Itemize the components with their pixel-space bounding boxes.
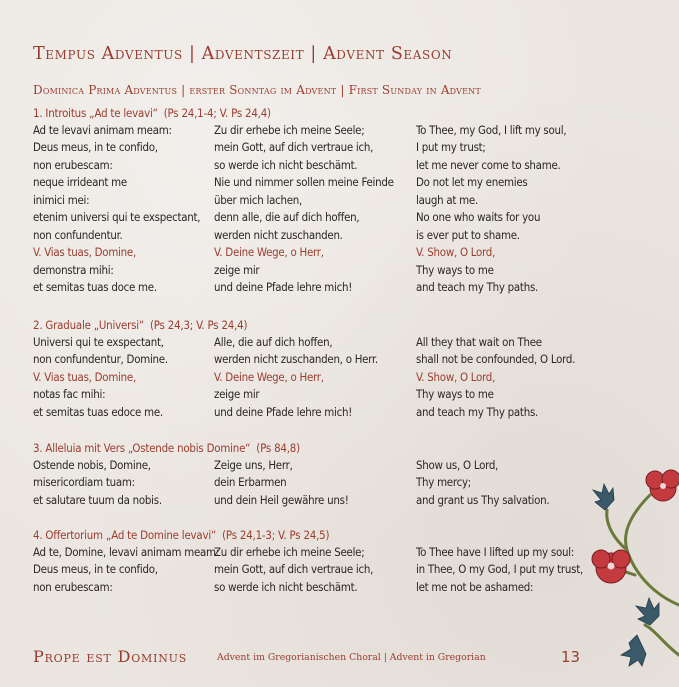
- latin-line: [33, 370, 214, 384]
- german-line: werden nicht zuschanden.: [214, 227, 343, 242]
- text-row: [33, 351, 633, 369]
- english-line: is ever put to shame.: [416, 227, 520, 242]
- text-row: [33, 121, 633, 139]
- english-line: Thy mercy;: [416, 475, 471, 490]
- english-line: I put my trust;: [416, 140, 486, 155]
- german-line: mein Gott, auf dich vertraue ich,: [214, 562, 374, 577]
- latin-line: non erubescam:: [33, 157, 113, 172]
- german-line: werden nicht zuschanden, o Herr.: [214, 352, 378, 367]
- section-alleluia: [33, 441, 633, 509]
- text-row: [33, 174, 633, 192]
- latin-line: et salutare tuum da nobis.: [33, 492, 162, 507]
- text-row: [33, 474, 633, 492]
- versicle-row: [33, 368, 633, 386]
- section-heading: [33, 528, 633, 542]
- versicle-marker: V. Vias tuas, Domine,: [33, 245, 136, 260]
- german-line: Zu dir erhebe ich meine Seele;: [214, 544, 365, 559]
- versicle-marker: V. Show, O Lord,: [416, 369, 496, 384]
- english-line: in Thee, O my God, I put my trust,: [416, 562, 583, 577]
- german-line: und deine Pfade lehre mich!: [214, 280, 353, 295]
- english-line: laugh at me.: [416, 192, 478, 207]
- text-row: [33, 333, 633, 351]
- german-line: und deine Pfade lehre mich!: [214, 404, 353, 419]
- english-line: To Thee have I lifted up my soul:: [416, 544, 575, 559]
- footer-subtitle: Advent im Gregorianischen Choral | Advent in Gregorian: [217, 652, 486, 663]
- text-row: [33, 491, 633, 509]
- latin-line: Deus meus, in te confido,: [33, 562, 158, 577]
- latin-line: misericordiam tuam:: [33, 475, 135, 490]
- english-line: let me never come to shame.: [416, 157, 561, 172]
- english-line: All they that wait on Thee: [416, 334, 542, 349]
- latin-line: etenim universi qui te exspectant,: [33, 210, 201, 225]
- latin-line: neque irrideant me: [33, 175, 127, 190]
- latin-line: [33, 245, 214, 259]
- section-heading-ref: (Ps 84,8): [256, 441, 300, 455]
- text-row: [33, 226, 633, 244]
- latin-line: inimici mei:: [33, 192, 90, 207]
- english-line: shall not be confounded, O Lord.: [416, 352, 576, 367]
- section-heading-ref: (Ps 24,1-4; V. Ps 24,4): [163, 106, 271, 120]
- text-row: [33, 543, 633, 561]
- text-row: [33, 191, 633, 209]
- text-row: [33, 561, 633, 579]
- german-line: dein Erbarmen: [214, 475, 287, 490]
- section-heading: [33, 106, 633, 120]
- text-row: [33, 578, 633, 596]
- text-row: [33, 209, 633, 227]
- section-introitus: [33, 106, 633, 296]
- english-line: and grant us Thy salvation.: [416, 492, 550, 507]
- english-line: Show us, O Lord,: [416, 457, 499, 472]
- german-line: zeige mir: [214, 387, 260, 402]
- flower-illustration: [575, 455, 679, 687]
- text-row: [33, 279, 633, 297]
- section-heading-title: 4. Offertorium „Ad te Domine levavi“: [33, 528, 217, 542]
- versicle-row: [33, 244, 633, 262]
- english-line: [416, 370, 626, 384]
- german-line: [214, 370, 416, 384]
- latin-line: Ad te, Domine, levavi animam meam:: [33, 544, 219, 559]
- latin-line: et semitas tuas doce me.: [33, 280, 157, 295]
- german-line: über mich lachen,: [214, 192, 303, 207]
- section-heading-ref: (Ps 24,1-3; V. Ps 24,5): [222, 528, 330, 542]
- latin-line: Ad te levavi animam meam:: [33, 122, 172, 137]
- versicle-marker: V. Deine Wege, o Herr,: [214, 369, 324, 384]
- english-line: To Thee, my God, I lift my soul,: [416, 122, 567, 137]
- latin-line: Ostende nobis, Domine,: [33, 457, 151, 472]
- text-row: [33, 386, 633, 404]
- german-line: so werde ich nicht beschämt.: [214, 157, 358, 172]
- english-line: let me not be ashamed:: [416, 579, 534, 594]
- text-row: [33, 403, 633, 421]
- versicle-marker: V. Deine Wege, o Herr,: [214, 245, 324, 260]
- english-line: Do not let my enemies: [416, 175, 528, 190]
- german-line: [214, 245, 416, 259]
- german-line: so werde ich nicht beschämt.: [214, 579, 358, 594]
- versicle-marker: V. Vias tuas, Domine,: [33, 369, 136, 384]
- text-row: [33, 456, 633, 474]
- footer-title: Prope est Dominus: [33, 647, 188, 666]
- english-line: Thy ways to me: [416, 262, 494, 277]
- page-title: Tempus Adventus | Adventszeit | Advent Season: [33, 44, 453, 64]
- section-heading: [33, 441, 633, 455]
- latin-line: Universi qui te exspectant,: [33, 334, 164, 349]
- section-heading: [33, 318, 633, 332]
- latin-line: non confundentur, Domine.: [33, 352, 168, 367]
- latin-line: et semitas tuas edoce me.: [33, 404, 163, 419]
- text-row: [33, 139, 633, 157]
- english-line: and teach my Thy paths.: [416, 280, 539, 295]
- section-offertorium: [33, 528, 633, 596]
- section-graduale: [33, 318, 633, 421]
- german-line: Zeige uns, Herr,: [214, 457, 293, 472]
- text-row: [33, 261, 633, 279]
- section-heading-ref: (Ps 24,3; V. Ps 24,4): [149, 318, 248, 332]
- english-line: [416, 245, 626, 259]
- latin-line: notas fac mihi:: [33, 387, 106, 402]
- german-line: mein Gott, auf dich vertraue ich,: [214, 140, 374, 155]
- page-subtitle: Dominica Prima Adventus | erster Sonntag im Advent | First Sunday in Advent: [33, 83, 481, 97]
- versicle-marker: V. Show, O Lord,: [416, 245, 496, 260]
- text-row: [33, 156, 633, 174]
- section-heading-title: 3. Alleluia mit Vers „Ostende nobis Domine“: [33, 441, 251, 455]
- english-line: and teach my Thy paths.: [416, 404, 539, 419]
- german-line: Nie und nimmer sollen meine Feinde: [214, 175, 394, 190]
- page-number: 13: [561, 648, 581, 666]
- latin-line: Deus meus, in te confido,: [33, 140, 158, 155]
- german-line: zeige mir: [214, 262, 260, 277]
- german-line: und dein Heil gewähre uns!: [214, 492, 349, 507]
- section-heading-title: 2. Graduale „Universi“: [33, 318, 144, 332]
- latin-line: non erubescam:: [33, 579, 113, 594]
- latin-line: demonstra mihi:: [33, 262, 114, 277]
- english-line: No one who waits for you: [416, 210, 541, 225]
- german-line: Zu dir erhebe ich meine Seele;: [214, 122, 365, 137]
- german-line: Alle, die auf dich hoffen,: [214, 334, 333, 349]
- latin-line: non confundentur.: [33, 227, 123, 242]
- section-heading-title: 1. Introitus „Ad te levavi“: [33, 106, 158, 120]
- english-line: Thy ways to me: [416, 387, 494, 402]
- german-line: denn alle, die auf dich hoffen,: [214, 210, 360, 225]
